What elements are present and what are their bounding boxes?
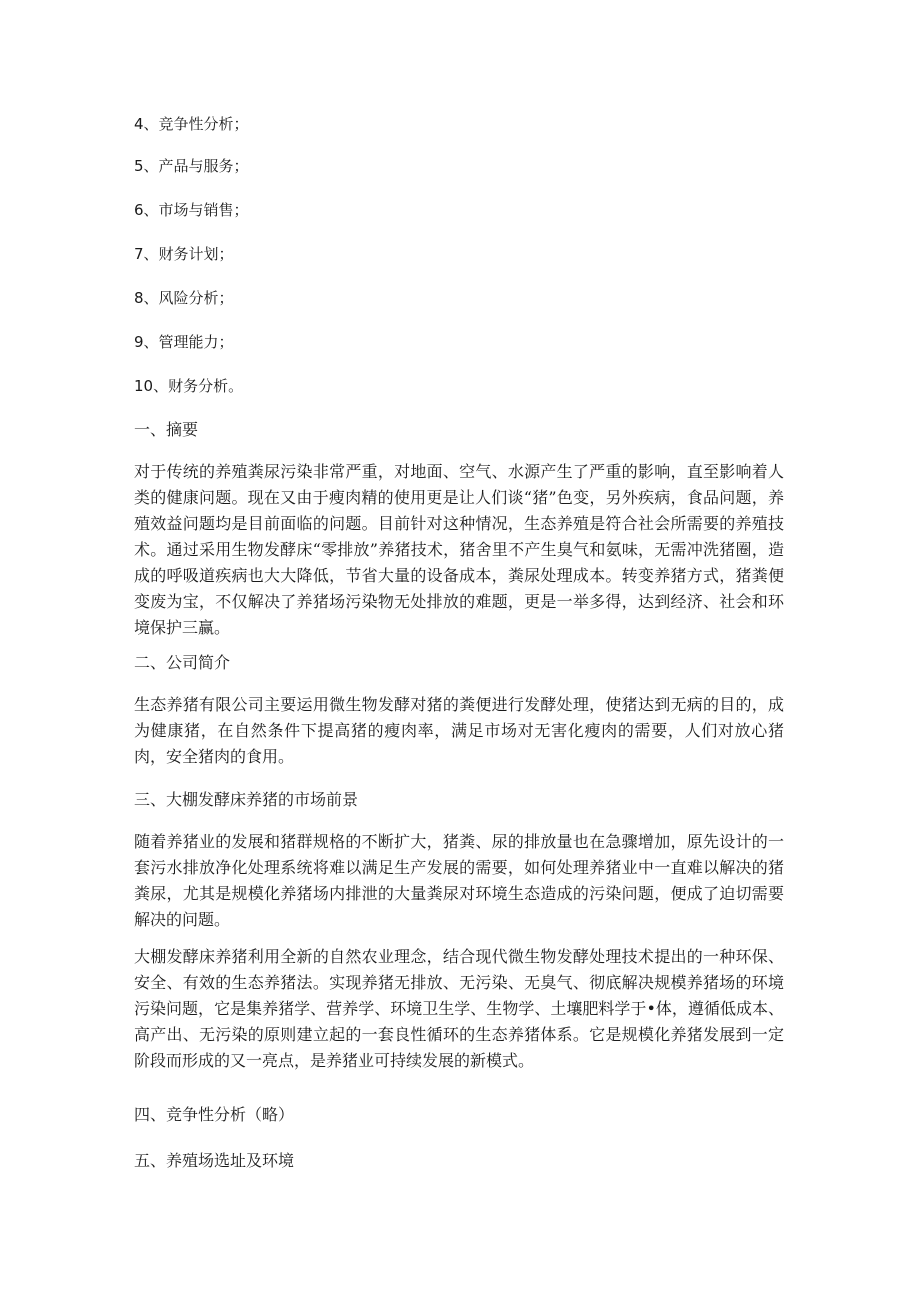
list-item-risk-analysis: 8、风险分析； — [134, 289, 234, 307]
list-item-market-sales: 6、市场与销售； — [134, 201, 249, 219]
section-body-summary: 对于传统的养殖粪尿污染非常严重，对地面、空气、水源产生了严重的影响，直至影响着人类的健康问题。现在又由于瘦肉精的使用更是让人们谈“猪”色变，另外疾病，食品问题，养殖效益问题均是目前面临的问题。目前针对这种情况，生态养殖是符合社会所需要的养殖技术。通过采用生物发酵床“零排放”养猪技术，猪舍里不产生臭气和氨味，无需冲洗猪圈，造成的呼吸道疾病也大大降低，节省大量的设备成本，粪尿处理成本。转变养猪方式，猪粪便变废为宝，不仅解决了养猪场污染物无处排放的难题，更是一举多得，达到经济、社会和环境保护三赢。 — [134, 462, 784, 637]
section-heading-market: 三、大棚发酵床养猪的市场前景 — [134, 790, 359, 809]
section-heading-summary: 一、摘要 — [134, 420, 199, 439]
section-body-company: 生态养猪有限公司主要运用微生物发酵对猪的粪便进行发酵处理，使猪达到无病的目的，成为健康猪，在自然条件下提高猪的瘦肉率，满足市场对无害化瘦肉的需要，人们对放心猪肉，安全猪肉的食用。 — [134, 695, 784, 766]
section-heading-competition: 四、竞争性分析（略） — [134, 1105, 295, 1124]
list-item-competitive-analysis: 4、竞争性分析； — [134, 115, 249, 133]
list-item-products-services: 5、产品与服务； — [134, 157, 249, 175]
section-heading-company: 二、公司简介 — [134, 653, 231, 672]
list-item-financial-analysis: 10、财务分析。 — [134, 377, 244, 395]
section-body-market-1: 随着养猪业的发展和猪群规格的不断扩大，猪粪、尿的排放量也在急骤增加，原先设计的一套污水排放净化处理系统将难以满足生产发展的需要，如何处理养猪业中一直难以解决的猪粪尿，尤其是规模化养猪场内排泄的大量粪尿对环境生态造成的污染问题，便成了迫切需要解决的问题。 — [134, 832, 784, 929]
list-item-financial-plan: 7、财务计划； — [134, 245, 234, 263]
list-item-management: 9、管理能力； — [134, 333, 234, 351]
section-body-market-2: 大棚发酵床养猪利用全新的自然农业理念，结合现代微生物发酵处理技术提出的一种环保、安全、有效的生态养猪法。实现养猪无排放、无污染、无臭气、彻底解决规模养猪场的环境污染问题，它是集养猪学、营养学、环境卫生学、生物学、土壤肥料学于•体，遵循低成本、高产出、无污染的原则建立起的一套良性循环的生态养猪体系。它是规模化养猪发展到一定阶段而形成的又一亮点，是养猪业可持续发展的新模式。 — [134, 947, 784, 1070]
section-heading-site: 五、养殖场选址及环境 — [134, 1151, 295, 1170]
